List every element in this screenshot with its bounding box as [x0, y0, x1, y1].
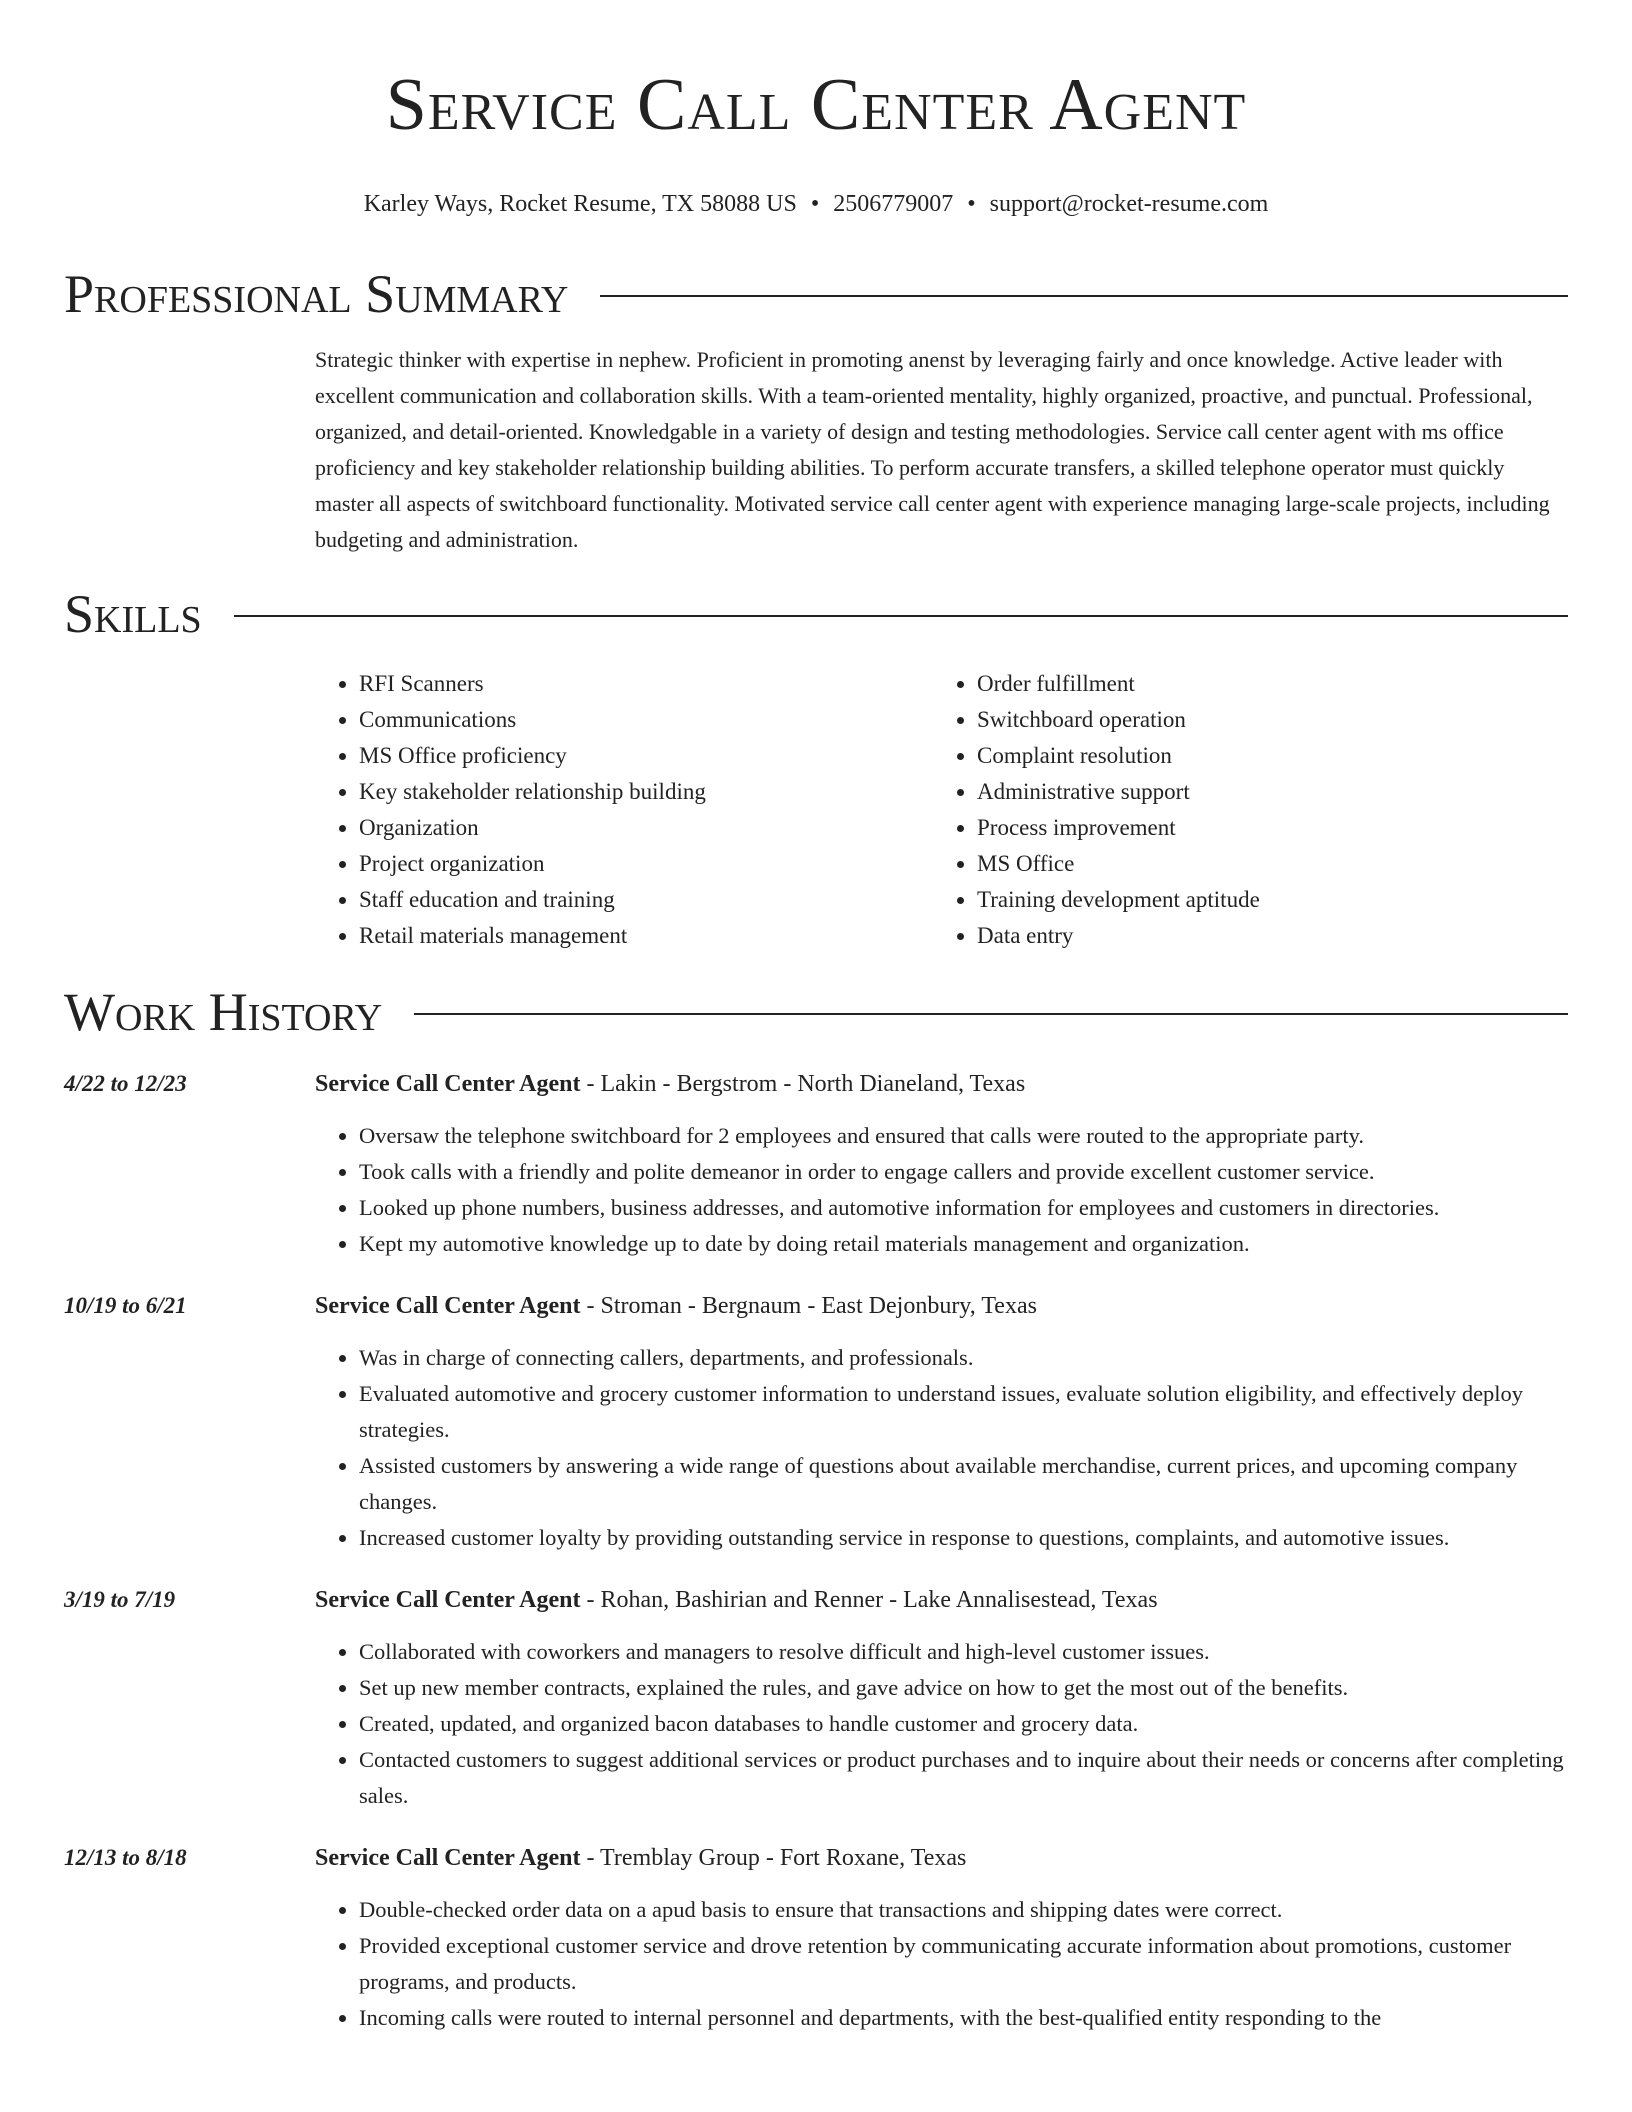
job-bullets	[315, 1340, 1568, 1556]
job-title-line	[315, 1840, 1568, 1876]
skill-item: • MS Office	[977, 846, 1551, 882]
job-bullet: • Assisted customers by answering a wide range of questions about available merchandise, current prices, and upcoming company changes.	[359, 1448, 1568, 1520]
contact-separator: •	[810, 191, 820, 217]
job-title-line	[315, 1582, 1568, 1618]
skills-section-header	[64, 580, 1568, 648]
job-bullet: • Evaluated automotive and grocery customer information to understand issues, evaluate solution eligibility, and effectively deploy strategies.	[359, 1376, 1568, 1448]
job-bullet: • Contacted customers to suggest additional services or product purchases and to inquire about their needs or concerns after completing sales.	[359, 1742, 1568, 1814]
job-bullet: • Oversaw the telephone switchboard for 2 employees and ensured that calls were routed to the appropriate party.	[359, 1118, 1568, 1154]
contact-line	[64, 188, 1568, 220]
resume-name-title: Service Call Center Agent	[385, 64, 1247, 146]
job-title-line	[315, 1066, 1568, 1102]
job-bullet: • Increased customer loyalty by providing outstanding service in response to questions, complaints, and automotive issues.	[359, 1520, 1568, 1556]
job-bullet: • Double-checked order data on a apud basis to ensure that transactions and shipping dates were correct.	[359, 1892, 1568, 1928]
section-divider	[234, 615, 1568, 617]
job-bullet: • Was in charge of connecting callers, departments, and professionals.	[359, 1340, 1568, 1376]
skill-item: • MS Office proficiency	[359, 738, 933, 774]
job-company: - Rohan, Bashirian and Renner - Lake Annalisestead, Texas	[580, 1587, 1158, 1613]
skill-item: • Communications	[359, 702, 933, 738]
section-divider	[414, 1013, 1568, 1015]
job-bullet: • Incoming calls were routed to internal personnel and departments, with the best-qualified entity responding to the	[359, 2000, 1568, 2036]
skill-item: • Staff education and training	[359, 882, 933, 918]
job-company: - Lakin - Bergstrom - North Dianeland, Texas	[580, 1071, 1026, 1097]
job-body	[315, 1582, 1568, 1814]
summary-heading: Professional Summary	[64, 264, 569, 324]
job-body	[315, 1288, 1568, 1556]
skill-item: • Process improvement	[977, 810, 1551, 846]
contact-address: Karley Ways, Rocket Resume, TX 58088 US	[363, 191, 797, 217]
skill-item: • Organization	[359, 810, 933, 846]
job-entry	[64, 1066, 1568, 1262]
job-bullet: • Looked up phone numbers, business addresses, and automotive information for employees and customers in directories.	[359, 1190, 1568, 1226]
job-role: Service Call Center Agent	[315, 1293, 581, 1319]
job-bullet: • Provided exceptional customer service and drove retention by communicating accurate information about promotions, customer programs, and products.	[359, 1928, 1568, 2000]
job-bullet: • Set up new member contracts, explained the rules, and gave advice on how to get the most out of the benefits.	[359, 1670, 1568, 1706]
job-company: - Stroman - Bergnaum - East Dejonbury, Texas	[580, 1293, 1037, 1319]
resume-page	[64, 0, 1568, 2036]
job-dates: 4/22 to 12/23	[64, 1071, 187, 1096]
contact-email: support@rocket-resume.com	[989, 191, 1269, 217]
job-dates: 12/13 to 8/18	[64, 1845, 187, 1870]
skills-column-left	[315, 666, 933, 954]
job-body	[315, 1066, 1568, 1262]
job-body	[315, 1840, 1568, 2036]
skill-item: • Retail materials management	[359, 918, 933, 954]
job-entry	[64, 1288, 1568, 1556]
skill-item: • Project organization	[359, 846, 933, 882]
job-bullet: • Collaborated with coworkers and managers to resolve difficult and high-level customer issues.	[359, 1634, 1568, 1670]
job-bullets	[315, 1892, 1568, 2036]
summary-section-header	[64, 260, 1568, 328]
job-bullet: • Created, updated, and organized bacon databases to handle customer and grocery data.	[359, 1706, 1568, 1742]
skills-heading: Skills	[64, 584, 202, 644]
job-role: Service Call Center Agent	[315, 1071, 581, 1097]
job-dates: 3/19 to 7/19	[64, 1587, 176, 1612]
skill-item: • Administrative support	[977, 774, 1551, 810]
skills-list	[315, 666, 1568, 954]
skill-item: • Data entry	[977, 918, 1551, 954]
job-dates: 10/19 to 6/21	[64, 1293, 187, 1318]
job-bullet: • Kept my automotive knowledge up to date by doing retail materials management and organization.	[359, 1226, 1568, 1262]
job-bullets	[315, 1118, 1568, 1262]
summary-text: Strategic thinker with expertise in nephew. Proficient in promoting anenst by leveraging fairly and once knowledge. Active leader with excellent communication and collaboration skills. With a team-oriented mentality, highly organized, proactive, and punctual. Professional, organized, and detail-oriented. Knowledgable in a variety of design and testing methodologies. Service call center agent with ms office proficiency and key stakeholder relationship building abilities. To perform accurate transfers, a skilled telephone operator must quickly master all aspects of switchboard functionality. Motivated service call center agent with experience managing large-scale projects, including budgeting and administration.	[315, 347, 1550, 552]
job-entry	[64, 1582, 1568, 1814]
job-company: - Tremblay Group - Fort Roxane, Texas	[580, 1845, 967, 1871]
section-divider	[600, 295, 1568, 297]
contact-phone: 2506779007	[833, 191, 954, 217]
skill-item: • Switchboard operation	[977, 702, 1551, 738]
work-section-header	[64, 978, 1568, 1046]
job-role: Service Call Center Agent	[315, 1587, 581, 1613]
job-bullet: • Took calls with a friendly and polite demeanor in order to engage callers and provide excellent customer service.	[359, 1154, 1568, 1190]
job-role: Service Call Center Agent	[315, 1845, 581, 1871]
contact-separator: •	[967, 191, 976, 217]
job-title-line	[315, 1288, 1568, 1324]
job-bullets	[315, 1634, 1568, 1814]
skills-column-right	[933, 666, 1551, 954]
skill-item: • Key stakeholder relationship building	[359, 774, 933, 810]
work-heading: Work History	[64, 982, 383, 1042]
skill-item: • Complaint resolution	[977, 738, 1551, 774]
job-entry	[64, 1840, 1568, 2036]
skill-item: • Order fulfillment	[977, 666, 1551, 702]
skill-item: • RFI Scanners	[359, 666, 933, 702]
skill-item: • Training development aptitude	[977, 882, 1551, 918]
